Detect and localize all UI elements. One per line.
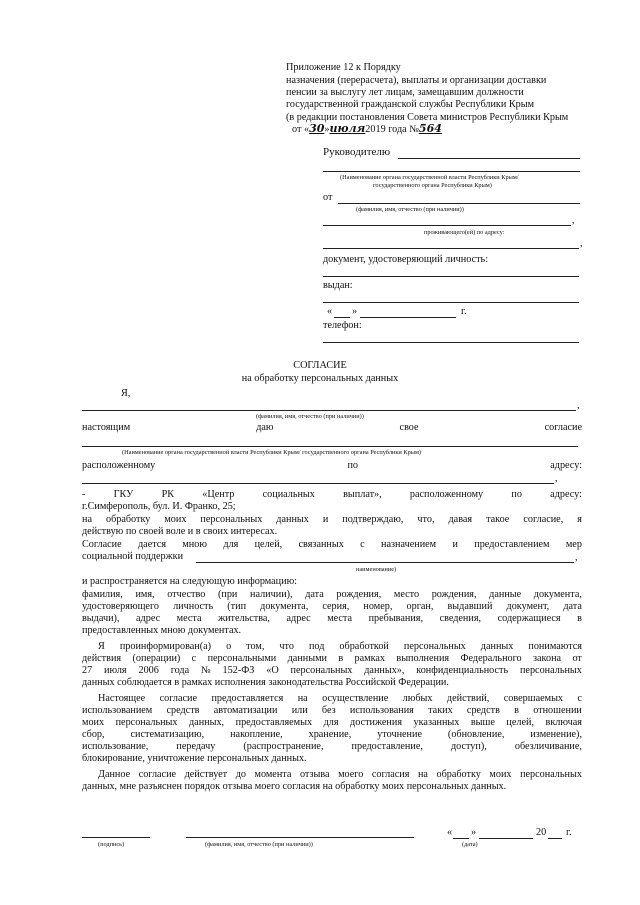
granted-word: хранение, (308, 729, 352, 740)
consenter-fio-line[interactable] (82, 410, 576, 411)
info-word: место (393, 589, 420, 600)
located-address-line[interactable] (82, 483, 554, 484)
info-word: (при (217, 589, 238, 600)
info-word: дата (563, 601, 582, 612)
info-word: адрес (286, 613, 311, 624)
social-support-line[interactable] (196, 562, 574, 563)
consent-org-caption: (Наименование органа государственной власти Республики Крым/ государственного органа Республики Крым) (122, 449, 422, 456)
valid-word: действует (184, 769, 228, 780)
signature-line[interactable] (82, 837, 150, 838)
granted-word: средств (166, 705, 200, 716)
purpose-word: связанных (298, 539, 344, 550)
granted-word: предоставляемых (235, 717, 313, 728)
issued-line[interactable] (323, 302, 579, 303)
granted-word: выше (470, 717, 495, 728)
purpose-word: мер (565, 539, 582, 550)
info-word: документ, (506, 601, 550, 612)
signature-year-suffix: г. (566, 827, 572, 838)
granted-word: передачу (176, 741, 216, 752)
granted-word: или (291, 705, 308, 716)
informed-word: июля (104, 665, 127, 676)
issued-day-line[interactable] (334, 317, 350, 318)
gku-word: социальных (262, 489, 315, 500)
gku-word: расположенному (409, 489, 484, 500)
id-doc-line[interactable] (323, 276, 579, 277)
granted-line-4 (82, 729, 582, 741)
info-word: номер, (363, 601, 393, 612)
informed-line-2 (82, 653, 582, 665)
informed-line-3 (82, 665, 582, 677)
issued-year-suffix: г. (461, 306, 467, 317)
info-word: документа, (260, 601, 309, 612)
informed-word: конфиденциальность (416, 665, 509, 676)
valid-word: моих (489, 769, 512, 780)
info-word: места (176, 613, 202, 624)
informed-word: 27 (82, 665, 93, 676)
granted-word: сбор, (82, 729, 105, 740)
date-prefix: от « (292, 124, 310, 135)
purpose-word: Согласие (82, 539, 122, 550)
i-label: Я, (121, 388, 131, 399)
date-day-handwritten: 30 (309, 122, 325, 135)
info-word: документа, (533, 589, 582, 600)
granted-word: согласие (159, 693, 198, 704)
header-line-1-text: назначения (перерасчета), выплаты и организации доставки (286, 75, 547, 86)
granted-word: использованием (82, 705, 153, 716)
purpose-line-1 (82, 539, 582, 551)
granted-word: предоставляется (211, 693, 284, 704)
informed-word: понимаются (528, 641, 582, 652)
informed-word: «О (266, 665, 279, 676)
info-word: личность (173, 601, 214, 612)
header-line-3: государственной гражданской службы Республики Крым (286, 99, 535, 110)
document-title: СОГЛАСИЕ (293, 360, 347, 371)
issued-date-quote-open: « (327, 306, 333, 317)
informed-word: рамках (354, 653, 386, 664)
granted-word: моих (82, 717, 105, 728)
granted-word: указанных (413, 717, 460, 728)
info-line-3 (82, 613, 582, 625)
granted-word: осуществление (322, 693, 389, 704)
granted-word: с (577, 693, 582, 704)
doc-number-handwritten: 564 (418, 122, 442, 135)
granted-word: действий, (446, 693, 490, 704)
granted-word: накопление, (230, 729, 283, 740)
signature-quote-close: » (471, 827, 477, 838)
processing-word: что, (417, 514, 435, 525)
purpose-word: для (223, 539, 239, 550)
extends-info: и распространяется на следующую информацию: (82, 576, 298, 587)
valid-word: обработку (436, 769, 481, 780)
gku-word: по (511, 489, 522, 500)
valid-word: согласия (371, 769, 410, 780)
granted-word: целей, (506, 717, 534, 728)
gku-word: - (82, 489, 86, 500)
id-doc-label: документ, удостоверяющий личность: (323, 254, 489, 265)
document-subtitle: на обработку персональных данных (241, 373, 399, 384)
word-nastoyashchim: настоящим (82, 422, 131, 433)
processing-word: давая (448, 514, 473, 525)
granted-word: (распространение, (243, 741, 324, 752)
appendix-title: Приложение 12 к Порядку (286, 62, 401, 73)
granted-line-3 (82, 717, 582, 729)
informed-word: персональными (207, 653, 277, 664)
valid-word: отзыва (299, 769, 330, 780)
gku-word: выплат», (343, 489, 382, 500)
issued-date-quote-close: » (352, 306, 358, 317)
signature-date-caption: (дата) (462, 841, 478, 848)
granted-word: отношении (533, 705, 582, 716)
valid-word: согласие (138, 769, 177, 780)
valid-word: до (235, 769, 246, 780)
informed-word: 152-ФЗ (222, 665, 255, 676)
info-word: удостоверяющего (82, 601, 159, 612)
granted-word: обезличивание, (514, 741, 582, 752)
org-name-line[interactable] (323, 171, 580, 172)
granted-word: использования (349, 705, 414, 716)
header-line-1 (286, 75, 584, 87)
signature-day-line[interactable] (453, 838, 469, 839)
informed-word: данных», (364, 665, 405, 676)
signature-fio-caption: (фамилия, имя, отчество (при наличии)) (205, 841, 313, 848)
info-word: содержащиеся (497, 613, 561, 624)
processing-word: на (82, 514, 92, 525)
head-label: Руководителю (323, 146, 391, 158)
head-name-line[interactable] (398, 158, 580, 159)
granted-word: изменение), (530, 729, 582, 740)
granted-line-5 (82, 741, 582, 753)
processing-line-1 (82, 514, 582, 526)
info-word: выдавший (447, 601, 493, 612)
word-raspolozhennomu: расположенному (82, 460, 156, 471)
word-adresu: адресу: (550, 460, 582, 471)
processing-word: такое (486, 514, 510, 525)
header-date-line (292, 123, 442, 136)
valid-word: Данное (98, 769, 131, 780)
purpose-word: с (360, 539, 365, 550)
granted-word: для (323, 717, 339, 728)
signature-year-prefix: 20 (536, 827, 547, 838)
purpose-word: дается (138, 539, 167, 550)
info-word: рождения, (431, 589, 477, 600)
valid-word: момента (254, 769, 292, 780)
info-word: серия, (322, 601, 350, 612)
informed-word: проинформирован(а) (119, 641, 212, 652)
org-caption-2: государственного органа Республики Крым) (373, 182, 492, 189)
processing-word: моих (164, 514, 187, 525)
processing-word: я (577, 514, 582, 525)
date-mid: » (324, 124, 330, 135)
word-po: по (347, 460, 359, 471)
granted-word: уточнение (377, 729, 422, 740)
granted-word: использование, (82, 741, 149, 752)
informed-word: что (279, 641, 294, 652)
informed-word: № (200, 665, 211, 676)
granted-word: таких (428, 705, 453, 716)
informed-word: данными (287, 653, 327, 664)
residence-comma: , (572, 215, 575, 226)
informed-word: (операции) (132, 653, 181, 664)
processing-word: персональных (200, 514, 263, 525)
purpose-word: предоставлением (474, 539, 550, 550)
granted-word: в (514, 705, 519, 716)
consent-org-line[interactable] (82, 446, 578, 447)
informed-word: персональных (403, 641, 466, 652)
informed-word: о (226, 641, 232, 652)
informed-word: в (338, 653, 344, 664)
info-word: данные (489, 589, 522, 600)
from-fio-caption: (фамилия, имя, отчество (при наличии)) (356, 206, 464, 213)
issued-label: выдан: (323, 280, 353, 291)
from-label: от (323, 192, 333, 203)
granted-word: любых (402, 693, 433, 704)
valid-word: персональных (520, 769, 582, 780)
informed-word: закона (533, 653, 562, 664)
info-word: орган, (406, 601, 434, 612)
informed-last: данных соблюдается в рамках исполнения законодательства Российской Федерации. (82, 677, 449, 688)
info-word: выдачи), (82, 613, 120, 624)
info-word: имя, (135, 589, 155, 600)
informed-word: том, (246, 641, 265, 652)
processing-line-2: действую по своей воле и в своих интересах. (82, 526, 278, 537)
info-word: отчество (167, 589, 206, 600)
info-word: пребывания, (368, 613, 424, 624)
purpose-word: мною (182, 539, 207, 550)
header-line-2: пенсии за выслугу лет лицам, замещавшим должности (286, 87, 524, 98)
gives-consent-line (82, 422, 582, 434)
granted-word: автоматизации (213, 705, 278, 716)
informed-word: под (308, 641, 325, 652)
info-word: фамилия, (82, 589, 123, 600)
gku-word: РК (161, 489, 175, 500)
gku-line (82, 489, 582, 501)
residence-caption: проживающего(ей) по адресу: (424, 229, 505, 236)
informed-word: Федерального (460, 653, 522, 664)
gku-address: г.Симферополь, бул. И. Франко, 25; (82, 501, 236, 512)
address-line[interactable] (323, 248, 579, 249)
signature-quote-open: « (447, 827, 453, 838)
info-word: жительства, (218, 613, 270, 624)
gku-word: ГКУ (113, 489, 134, 500)
informed-line-1 (98, 641, 582, 653)
granted-word: средств (466, 705, 500, 716)
info-word: адрес (136, 613, 161, 624)
processing-word: подтверждаю, (342, 514, 404, 525)
granted-word: систематизацию, (130, 729, 205, 740)
processing-word: обработку (105, 514, 151, 525)
granted-word: Настоящее (98, 693, 146, 704)
granted-word: без (321, 705, 336, 716)
phone-label: телефон: (323, 320, 362, 331)
purpose-word: целей, (254, 539, 283, 550)
info-word: места (327, 613, 353, 624)
located-comma: , (555, 473, 558, 484)
address-comma: , (580, 238, 583, 249)
granted-word: доступ), (450, 741, 487, 752)
valid-word: на (417, 769, 428, 780)
from-fio-line[interactable] (338, 203, 580, 204)
date-year: 2019 года № (365, 124, 419, 135)
org-caption-1: (Наименование органа государственной власти Республики Крым/ (340, 174, 519, 181)
informed-word: персональных (290, 665, 353, 676)
granted-line-1 (98, 693, 582, 705)
informed-word: от (572, 653, 582, 664)
info-word: (тип (227, 601, 247, 612)
consenter-fio-caption: (фамилия, имя, отчество (при наличии)) (256, 413, 364, 420)
purpose-word: и (452, 539, 458, 550)
signature-month-line[interactable] (479, 838, 533, 839)
granted-word: предоставление, (351, 741, 423, 752)
granted-word: персональных (115, 717, 178, 728)
word-svoe: свое (399, 422, 419, 433)
gku-word: адресу: (550, 489, 582, 500)
gku-word: «Центр (202, 489, 235, 500)
social-support-label: социальной поддержки (82, 551, 184, 562)
informed-word: данных (480, 641, 514, 652)
word-dayu: даю (256, 422, 274, 433)
located-line (82, 460, 582, 472)
processing-word: данных (276, 514, 309, 525)
granted-word: достижения (350, 717, 403, 728)
informed-word: действия (82, 653, 122, 664)
informed-word: 2006 (138, 665, 159, 676)
valid-line-1 (98, 769, 582, 781)
info-word: сведения, (439, 613, 482, 624)
valid-word: моего (338, 769, 364, 780)
purpose-word: назначением (381, 539, 437, 550)
granted-word: совершаемых (503, 693, 564, 704)
info-word: дата (305, 589, 324, 600)
valid-last: данных, мне разъяснен порядок отзыва моего согласия на обработку моих персональных данных. (82, 781, 507, 792)
granted-word: данных, (189, 717, 225, 728)
informed-word: обработкой (339, 641, 389, 652)
info-line-2 (82, 601, 582, 613)
info-last: предоставленных мною документах. (82, 625, 242, 636)
word-soglasie: согласие (544, 422, 582, 433)
informed-word: выполнения (396, 653, 450, 664)
phone-line[interactable] (323, 342, 579, 343)
info-word: рождения, (336, 589, 382, 600)
informed-word: персональных (519, 665, 582, 676)
granted-word: включая (545, 717, 582, 728)
informed-word: с (191, 653, 197, 664)
informed-word: Я (98, 641, 105, 652)
issued-month-line[interactable] (360, 317, 456, 318)
granted-word: (обновление, (447, 729, 505, 740)
signature-fio-line[interactable] (186, 837, 414, 838)
naming-caption: наименование) (356, 566, 397, 573)
granted-last: блокирование, уничтожение персональных данных. (82, 753, 307, 764)
date-month-handwritten: июля (329, 122, 366, 135)
header-line-4: (в редакции постановления Совета министров Республики Крым (286, 112, 569, 123)
processing-word: согласие, (523, 514, 564, 525)
granted-line-2 (82, 705, 582, 717)
info-line-1 (82, 589, 582, 601)
processing-word: и (322, 514, 329, 525)
granted-word: на (297, 693, 308, 704)
signature-caption: (подпись) (98, 841, 125, 848)
informed-word: года (170, 665, 190, 676)
social-support-comma: , (575, 552, 578, 563)
signature-year-line[interactable] (548, 838, 562, 839)
info-word: в (577, 613, 582, 624)
info-word: наличии), (250, 589, 293, 600)
fio-comma: , (577, 400, 580, 411)
residence-line[interactable] (323, 225, 571, 226)
